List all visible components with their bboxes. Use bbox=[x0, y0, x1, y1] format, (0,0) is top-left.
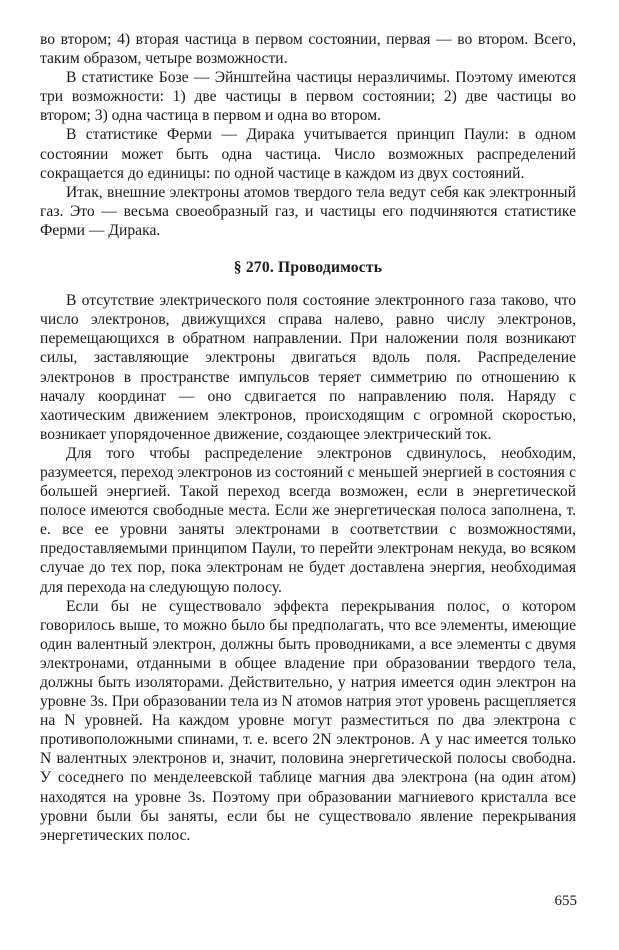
paragraph-no-field: В отсутствие электрического поля состояние электронного газа таково, что число электронов, движущихся справа налево, равно числу электронов, перемещающихся в обратном направлении. При наложении поля возникают силы, заставляющие электроны двигаться вдоль поля. Распределение электронов в пространстве импульсов теряет симметрию по отношению к началу координат — оно сдвигается по направлению поля. Наряду с хаотическим движением электронов, происходящим с огромной скоростью, возникает упорядоченное движение, создающее электрический ток. bbox=[40, 292, 576, 443]
section-heading: § 270. Проводимость bbox=[233, 259, 383, 277]
paragraph-fermi-dirac: В статистике Ферми — Дирака учитывается принцип Паули: в одном состоянии может быть одна частица. Число возможных распределений сокращается до единицы: по одной частице в каждом из двух состояний. bbox=[40, 126, 576, 182]
paragraph-shift-distribution: Для того чтобы распределение электронов сдвинулось, необходим, разумеется, переход электронов из состояний с меньшей энергией в состояния с большей энергией. Такой переход всегда возможен, если в энергетической полосе имеются свободные места. Если же энергетическая полоса заполнена, т. е. все ее уровни заняты электронами в соответствии с возможностями, предоставляемыми принципом Паули, то перейти электронам некуда, во всяком случае до тех пор, пока электронам не будет доставлена энергия, необходимая для перехода на следующую полосу. bbox=[40, 444, 576, 596]
paragraph-bose-einstein: В статистике Бозе — Эйнштейна частицы неразличимы. Поэтому имеются три возможности: 1) две частицы в первом состоянии; 2) две частицы во втором; 3) одна частица в первом и одна во втором. bbox=[40, 69, 576, 125]
page-body bbox=[40, 30, 576, 845]
paragraph-band-overlap: Если бы не существовало эффекта перекрывания полос, о котором говорилось выше, то можно было бы предполагать, что все элементы, имеющие один валентный электрон, должны быть проводниками, а все элементы с двумя электронами, отданными в общее владение при образовании твердого тела, должны быть изоляторами. Действительно, у натрия имеется один электрон на уровне 3s. При образовании тела из N атомов натрия этот уровень расщепляется на N уровней. На каждом уровне могут разместиться по два электрона с противоположными спинами, т. е. всего 2N электронов. А у нас имеется только N валентных электронов и, значит, половина энергетической полосы свободна. У соседнего по менделеевской таблице магния два электрона (на один атом) находятся на уровне 3s. Поэтому при образовании магниевого кристалла все уровни были бы заняты, если бы не существовало явление перекрывания энергетических полос. bbox=[40, 597, 576, 844]
page-number: 655 bbox=[554, 893, 577, 909]
paragraph-continuation: во втором; 4) вторая частица в первом состоянии, первая — во втором. Всего, таким образом, четыре возможности. bbox=[40, 31, 576, 68]
paragraph-electron-gas: Итак, внешние электроны атомов твердого тела ведут себя как электронный газ. Это — весьма своеобразный газ, и частицы его подчиняются статистике Ферми — Дирака. bbox=[40, 183, 576, 239]
